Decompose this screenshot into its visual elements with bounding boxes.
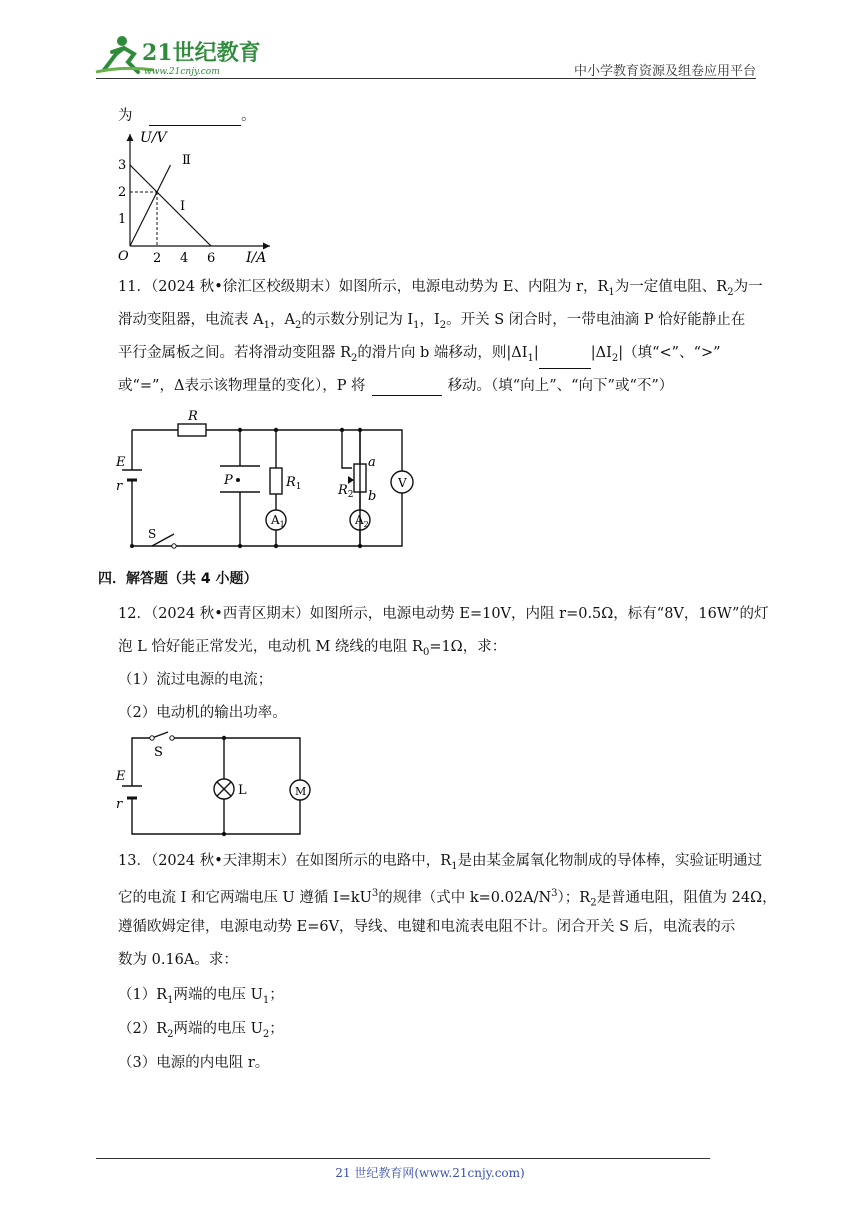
x-tick-label: 4 — [180, 251, 189, 266]
answer-blank[interactable] — [149, 109, 241, 126]
q12-part-1: （1）流过电源的电流； — [118, 672, 273, 688]
y-tick-label: 3 — [118, 158, 127, 173]
q13-part-1: $(1)R_1$两端的电压 $U_1$； — [118, 987, 284, 1006]
svg-text:R1: $R_1$ — [286, 475, 302, 492]
site-logo — [94, 32, 264, 78]
y-tick-label: 1 — [118, 212, 127, 227]
ui-graph — [108, 126, 278, 268]
q11-line-2: 滑动变阻器，电流表 $A_1$，$A_2$的示数分别记为 $I_1$，$I_2$。开关 S 闭合时，一带电油滴 P 恰好能静止在 — [118, 312, 746, 331]
q11-line-3: 平行金属板之间。若将滑动变阻器 $R_2$的滑片向 b 端移动，则$|\Delta I_1|$ $|\Delta I_2|$（填“<”、“>” — [118, 343, 721, 369]
q13-line-1: 13．（2024 秋•天津期末）在如图所示的电路中，$R_1$是由某金属氧化物制成的导体棒，实验证明通过 — [118, 853, 763, 872]
section-heading: 四．解答题（共 4 小题） — [98, 571, 258, 587]
line-2-label: Ⅱ — [182, 153, 191, 168]
footer-divider — [96, 1158, 710, 1159]
q12-line-1: 12．（2024 秋•西青区期末）如图所示，电源电动势 E=10V，内阻 r=0.5Ω，标有“8V，16W”的灯 — [118, 606, 769, 622]
q13-part-3: （3）电源的内电阻 r。 — [118, 1055, 270, 1071]
svg-text:R2: $R_2$ — [338, 483, 354, 500]
circuit-diagram-2 — [112, 728, 312, 840]
svg-text:R: R — [188, 409, 198, 424]
q11-line-1: 11．（2024 秋•徐汇区校级期末）如图所示，电源电动势为 E、内阻为 r，$R_1$为一定值电阻、$R_2$为一 — [118, 279, 763, 298]
logo-text: 21世纪教育 — [142, 40, 261, 66]
q13-line-2: 它的电流 I 和它两端电压 U 遵循 $I=kU^3$的规律（式中 $k=0.02A/N^3$）；$R_2$是普通电阻，阻值为 24Ω， — [118, 888, 777, 909]
q11-line-4: 或“=”，Δ表示该物理量的变化），P 将 移动。（填“向上”、“向下”或“不”） — [118, 378, 674, 394]
origin-label: O — [118, 249, 129, 264]
resistor-R1 — [270, 468, 282, 494]
svg-text:L: L — [238, 783, 247, 798]
svg-text:b: b — [368, 489, 377, 504]
q13-line-3: 遵循欧姆定律，电源电动势 E=6V，导线、电键和电流表电阻不计。闭合开关 S 后，电流表的示 — [118, 919, 736, 935]
svg-text:M: M — [295, 785, 307, 798]
svg-text:E: E — [116, 455, 126, 470]
footer-link[interactable]: 21 世纪教育网(www.21cnjy.com) — [335, 1166, 525, 1180]
logo-url: www.21cnjy.com — [144, 67, 220, 77]
q12-part-2: （2）电动机的输出功率。 — [118, 705, 287, 721]
resistor-R — [178, 424, 206, 436]
svg-text:A1: $A_1$ — [271, 513, 285, 529]
svg-text:E: E — [116, 769, 126, 784]
svg-text:A2: $A_2$ — [355, 513, 369, 529]
svg-text:P: P — [224, 473, 233, 488]
direction-blank[interactable] — [372, 379, 442, 396]
y-tick-label: 2 — [118, 185, 127, 200]
circuit-diagram-1 — [112, 408, 422, 558]
x-axis-label: I/A — [246, 250, 267, 266]
svg-text:a: a — [368, 455, 376, 470]
svg-text:r: r — [116, 797, 123, 812]
header-platform-text: 中小学教育资源及组卷应用平台 — [573, 64, 756, 79]
q10-answer-line: 为 。 — [118, 108, 256, 124]
header-divider — [96, 78, 756, 79]
svg-text:S: S — [154, 745, 163, 760]
compare-blank[interactable] — [539, 352, 591, 369]
q13-part-2: $(2)R_2$两端的电压 $U_2$； — [118, 1021, 284, 1040]
svg-text:V: V — [398, 476, 407, 490]
line-1-label: Ⅰ — [180, 199, 186, 214]
series-line-2 — [130, 165, 171, 246]
q12-line-2: 泡 L 恰好能正常发光，电动机 M 绕线的电阻 $R_0=1\Omega$，求： — [118, 639, 507, 658]
q13-line-4: 数为 0.16A。求： — [118, 952, 238, 968]
series-line-1 — [130, 165, 211, 246]
y-axis-label: U/V — [140, 130, 167, 146]
svg-text:S: S — [148, 527, 157, 541]
x-tick-label: 2 — [153, 251, 162, 266]
svg-text:r: r — [116, 479, 123, 494]
x-tick-label: 6 — [207, 251, 216, 266]
